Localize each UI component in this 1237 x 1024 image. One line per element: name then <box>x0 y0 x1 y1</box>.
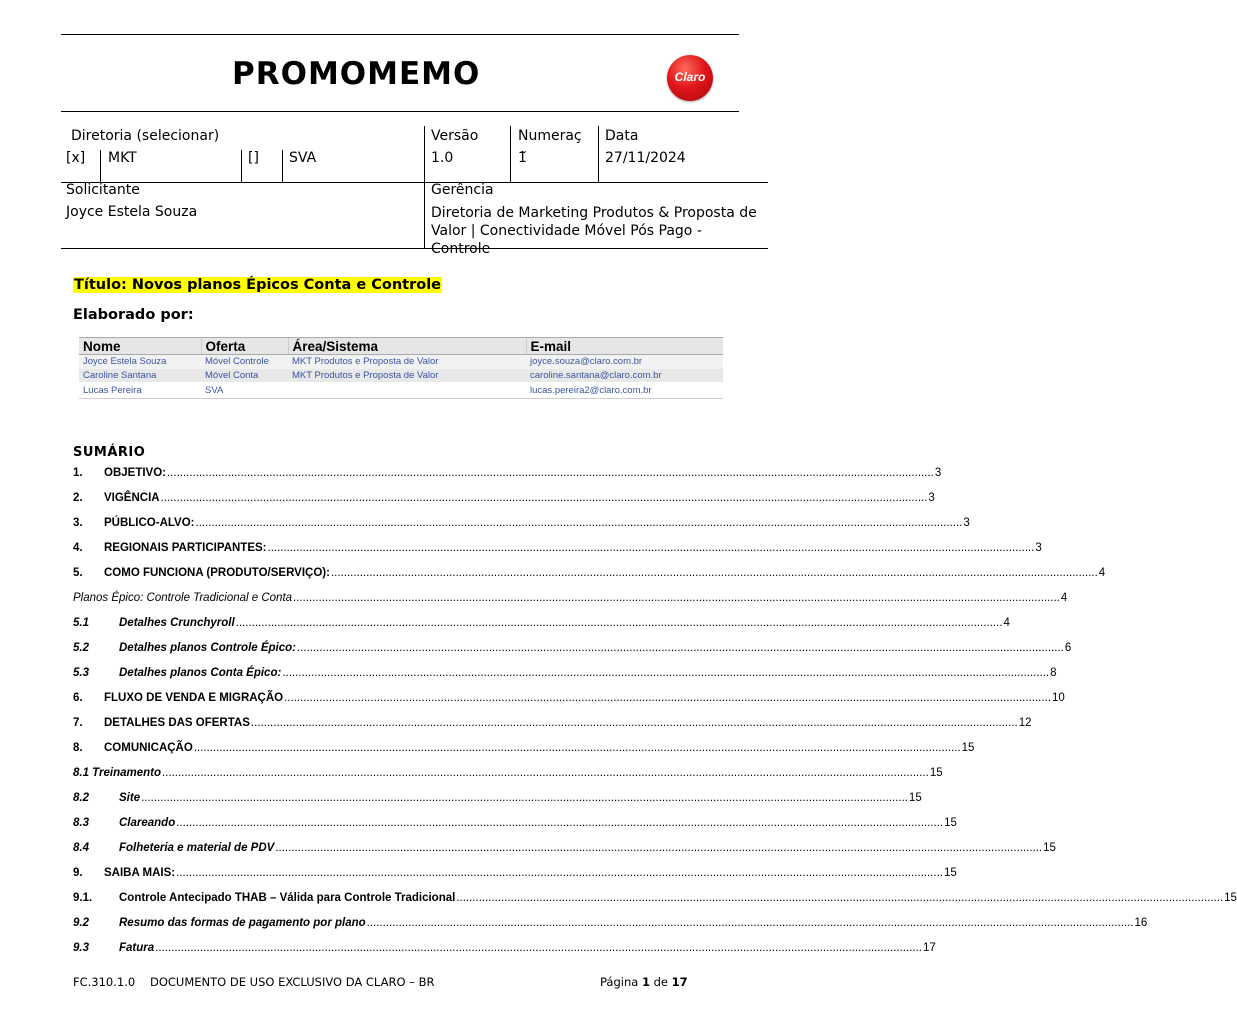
toc-number: 5.2 <box>73 642 89 654</box>
top-rule <box>61 34 739 35</box>
toc-entry[interactable] <box>73 688 1065 704</box>
sva-option: SVA <box>289 150 317 166</box>
toc-page-number: 12 <box>1018 717 1032 729</box>
toc-label: PÚBLICO-ALVO: <box>104 517 195 529</box>
table-row: Joyce Estela Souza Móvel Controle MKT Produtos e Proposta de Valor joyce.souza@claro.com.br <box>79 355 723 369</box>
toc-entry[interactable] <box>73 613 1010 629</box>
table-row: Caroline Santana Móvel Conta MKT Produtos e Proposta de Valor caroline.santana@claro.com.br <box>79 369 723 383</box>
header-rule <box>61 111 739 112</box>
document-title: Título: Novos planos Épicos Conta e Controle <box>74 277 442 293</box>
toc-leader <box>176 867 943 879</box>
toc-number: 3. <box>73 517 83 529</box>
toc-entry[interactable] <box>73 513 970 529</box>
toc-leader <box>162 767 929 779</box>
toc-label: Controle Antecipado THAB – Válida para Controle Tradicional <box>119 892 456 904</box>
toc-number: 9.1. <box>73 892 93 904</box>
toc-page-number: 3 <box>928 492 935 504</box>
team-table <box>79 337 723 399</box>
toc-leader <box>297 642 1064 654</box>
col-oferta: Oferta <box>201 338 288 355</box>
toc-label: 8.1 Treinamento <box>73 767 161 779</box>
claro-logo-text: Claro <box>674 70 706 84</box>
team-header-row <box>79 338 723 355</box>
toc-label: COMO FUNCIONA (PRODUTO/SERVIÇO): <box>104 567 330 579</box>
toc-label: Clareando <box>119 817 176 829</box>
toc-leader <box>141 792 908 804</box>
toc-entry[interactable] <box>73 738 975 754</box>
toc-label: SAIBA MAIS: <box>104 867 176 879</box>
toc-page-number: 15 <box>944 817 957 829</box>
toc-page-number: 15 <box>1043 842 1056 854</box>
toc-number: 9.2 <box>73 917 89 929</box>
toc-number: 9. <box>73 867 83 879</box>
toc-entry[interactable] <box>73 763 943 779</box>
toc-label: Fatura <box>119 942 155 954</box>
data-label: Data <box>605 128 639 144</box>
toc-entry[interactable] <box>73 588 1068 604</box>
toc-leader <box>456 892 1223 904</box>
toc-entry[interactable] <box>73 563 1106 579</box>
toc-number: 4. <box>73 542 83 554</box>
gerencia-value: Diretoria de Marketing Produtos & Proposta de Valor | Conectividade Móvel Pós Pago - Controle <box>431 205 757 257</box>
toc-number: 9.3 <box>73 942 89 954</box>
toc-page-number: 3 <box>1035 542 1042 554</box>
toc-leader <box>268 542 1035 554</box>
toc-label: Detalhes Crunchyroll <box>119 617 235 629</box>
toc-label: DETALHES DAS OFERTAS <box>104 717 250 729</box>
toc-leader <box>367 917 1134 929</box>
toc-label: Detalhes planos Controle Épico: <box>119 642 296 654</box>
toc-leader <box>251 717 1018 729</box>
toc-leader <box>194 742 961 754</box>
toc-leader <box>167 467 934 479</box>
solicitante-value: Joyce Estela Souza <box>66 204 198 220</box>
toc-number: 1. <box>73 467 83 479</box>
toc-leader <box>331 567 1098 579</box>
numeracao-label: Numeraç <box>518 128 582 144</box>
footer-code: FC.310.1.0 <box>73 975 136 989</box>
toc-entry[interactable] <box>73 863 957 879</box>
toc-entry[interactable] <box>73 838 1056 854</box>
toc-number: 8.2 <box>73 792 89 804</box>
toc-page-number: 10 <box>1051 692 1065 704</box>
toc-entry[interactable] <box>73 888 1237 904</box>
gerencia-label: Gerência <box>431 182 494 198</box>
toc-page-number: 15 <box>961 742 975 754</box>
toc-page-number: 8 <box>1050 667 1057 679</box>
table-row: Lucas Pereira SVA lucas.pereira2@claro.com.br <box>79 382 723 399</box>
toc-entry[interactable] <box>73 538 1042 554</box>
toc-page-number: 15 <box>943 867 957 879</box>
toc-label: Resumo das formas de pagamento por plano <box>119 917 366 929</box>
toc-leader <box>161 492 928 504</box>
col-nome: Nome <box>79 338 201 355</box>
toc-page-number: 3 <box>963 517 970 529</box>
page-title: PROMOMEMO <box>232 56 481 92</box>
toc-entry[interactable] <box>73 788 922 804</box>
toc-entry[interactable] <box>73 638 1072 654</box>
footer-text: DOCUMENTO DE USO EXCLUSIVO DA CLARO – BR <box>150 975 435 989</box>
toc-leader <box>236 617 1003 629</box>
toc-label: Site <box>119 792 141 804</box>
toc-number: 8. <box>73 742 83 754</box>
col-area: Área/Sistema <box>288 338 526 355</box>
mkt-option: MKT <box>108 150 137 166</box>
toc-number: 5. <box>73 567 83 579</box>
toc-page-number: 15 <box>1224 892 1237 904</box>
claro-logo <box>667 55 713 101</box>
toc-entry[interactable] <box>73 463 942 479</box>
toc-entry[interactable] <box>73 663 1057 679</box>
toc-page-number: 4 <box>1098 567 1106 579</box>
toc-leader <box>293 592 1060 604</box>
toc-label: VIGÊNCIA <box>104 492 160 504</box>
toc-label: Detalhes planos Conta Épico: <box>119 667 282 679</box>
toc-page-number: 6 <box>1064 642 1072 654</box>
toc-leader <box>176 817 943 829</box>
solicitante-label: Solicitante <box>66 182 140 198</box>
toc-number: 5.3 <box>73 667 89 679</box>
toc-label: Folheteria e material de PDV <box>119 842 275 854</box>
page-indicator: Página 1 de 17 <box>600 975 688 989</box>
toc-page-number: 17 <box>922 942 936 954</box>
toc-leader <box>196 517 963 529</box>
toc-number: 2. <box>73 492 83 504</box>
toc-page-number: 4 <box>1060 592 1068 604</box>
data-value: 27/11/2024 <box>605 150 686 166</box>
toc-number: 8.3 <box>73 817 89 829</box>
toc-leader <box>275 842 1042 854</box>
numeracao-value: 1̃ <box>518 150 527 166</box>
toc-label: REGIONAIS PARTICIPANTES: <box>104 542 267 554</box>
versao-value: 1.0 <box>431 150 454 166</box>
diretoria-label: Diretoria (selecionar) <box>71 128 220 144</box>
toc-number: 5.1 <box>73 617 89 629</box>
toc-leader <box>282 667 1049 679</box>
toc-number: 8.4 <box>73 842 89 854</box>
toc-page-number: 15 <box>929 767 943 779</box>
toc-entry[interactable] <box>73 488 935 504</box>
toc-entry[interactable] <box>73 938 936 954</box>
toc-page-number: 16 <box>1134 917 1148 929</box>
toc-page-number: 15 <box>908 792 922 804</box>
toc-heading: SUMÁRIO <box>73 445 146 460</box>
elaborado-heading: Elaborado por: <box>73 307 194 323</box>
sva-checkbox[interactable]: [] <box>248 150 259 166</box>
toc-entry[interactable] <box>73 813 957 829</box>
toc-label: OBJETIVO: <box>104 467 166 479</box>
toc-page-number: 3 <box>934 467 942 479</box>
toc-entry[interactable] <box>73 713 1032 729</box>
toc-page-number: 4 <box>1003 617 1010 629</box>
toc-entry[interactable] <box>73 913 1148 929</box>
toc-number: 6. <box>73 692 83 704</box>
toc-number: 7. <box>73 717 83 729</box>
toc-label: FLUXO DE VENDA E MIGRAÇÃO <box>104 692 284 704</box>
toc-label: Planos Épico: Controle Tradicional e Conta <box>73 592 293 604</box>
versao-label: Versão <box>431 128 479 144</box>
toc-leader <box>155 942 922 954</box>
col-email: E-mail <box>526 338 723 355</box>
mkt-checkbox[interactable]: [x] <box>66 150 86 166</box>
toc-label: COMUNICAÇÃO <box>104 742 193 754</box>
toc-leader <box>284 692 1051 704</box>
